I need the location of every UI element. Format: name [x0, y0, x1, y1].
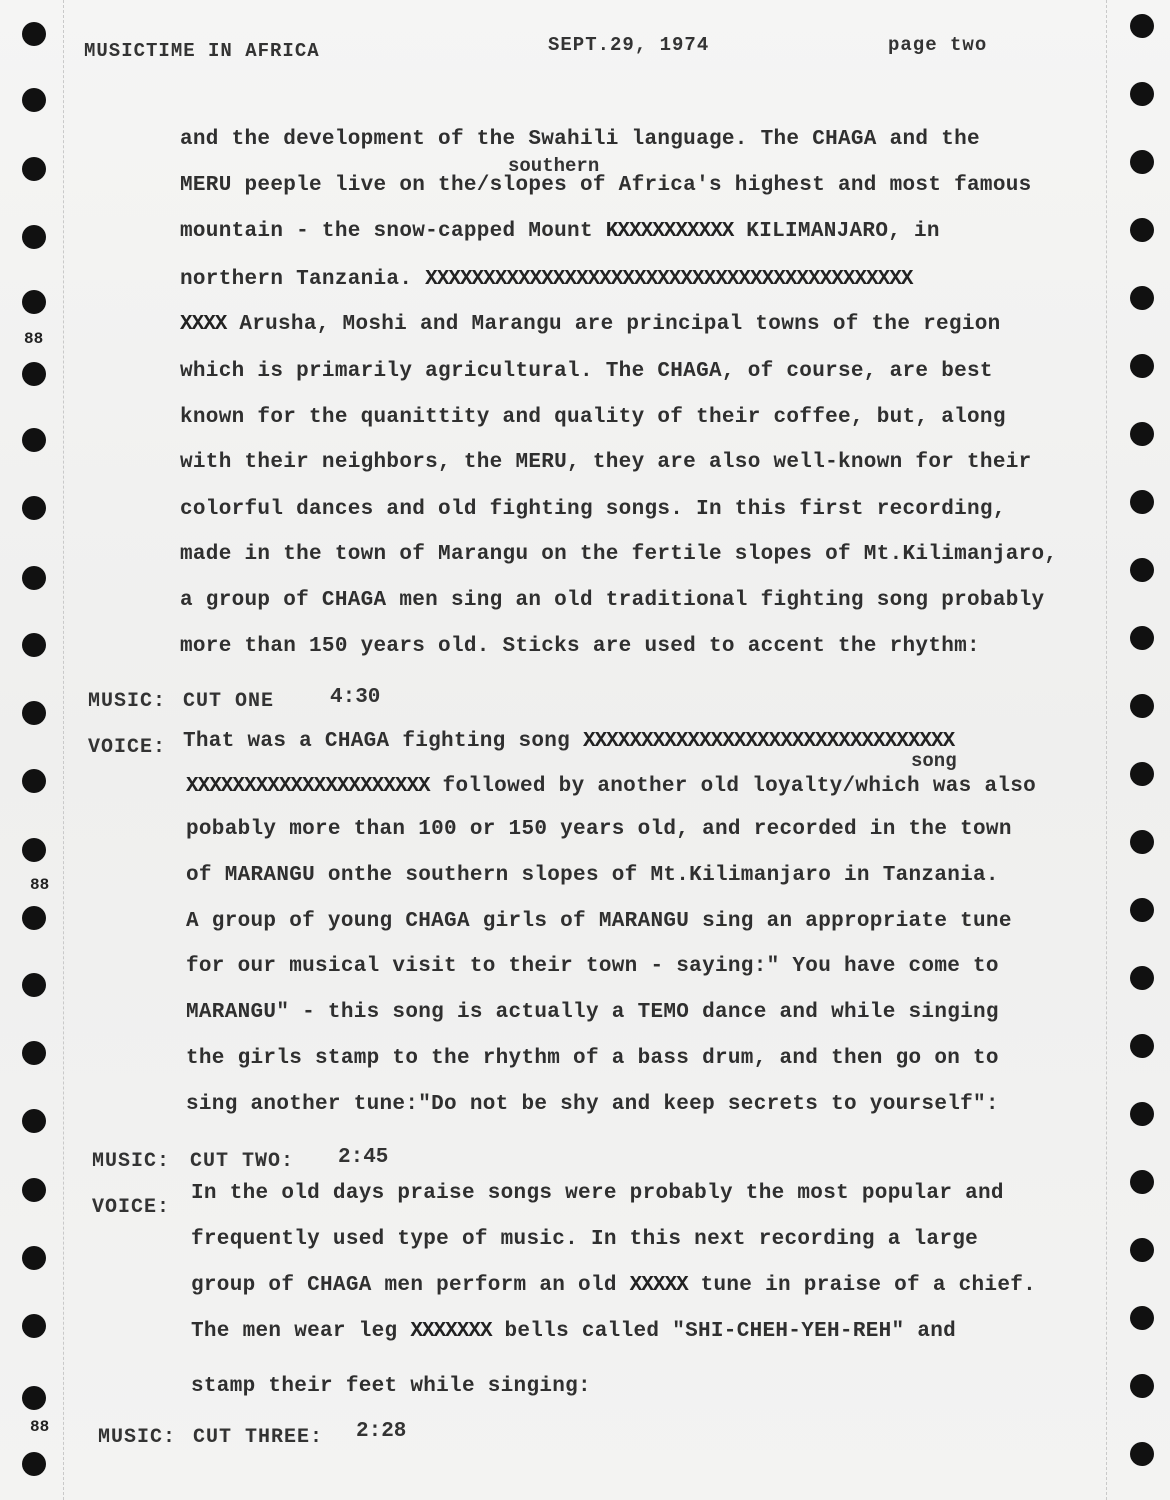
line-text: KILIMANJARO, in: [733, 220, 940, 243]
feed-hole-icon: [1130, 898, 1154, 922]
feed-hole-icon: [22, 1452, 46, 1476]
text-line: [180, 589, 1044, 612]
text-line: [180, 268, 912, 291]
feed-hole-icon: [22, 769, 46, 793]
text-line: [191, 1228, 978, 1251]
music-cue-label: MUSIC:: [98, 1426, 177, 1449]
feed-hole-icon: [1130, 82, 1154, 106]
feed-hole-icon: [22, 1314, 46, 1338]
line-text: group of CHAGA men perform an old: [191, 1274, 630, 1297]
music-cue-label: MUSIC:: [88, 690, 167, 713]
line-text: A group of young CHAGA girls of MARANGU sing an appropriate tune: [186, 910, 1012, 933]
feed-hole-icon: [1130, 490, 1154, 514]
feed-hole-icon: [22, 1109, 46, 1133]
feed-hole-icon: [22, 1041, 46, 1065]
music-cue-text: CUT ONE: [183, 690, 275, 713]
feed-hole-icon: [22, 225, 46, 249]
struck-out-text: XXXXX: [629, 1274, 688, 1297]
line-text: MERU peeple live on the/slopes of Africa's highest and most famous: [180, 174, 1032, 197]
text-line: [180, 360, 993, 383]
margin-mark: 88: [30, 876, 50, 894]
line-text: tune in praise of a chief.: [687, 1274, 1037, 1297]
feed-hole-icon: [1130, 762, 1154, 786]
text-line: [180, 498, 1006, 521]
feed-hole-icon: [22, 428, 46, 452]
text-line: [180, 543, 1057, 566]
music-cue-time: 2:45: [338, 1146, 389, 1169]
line-text: The men wear leg: [191, 1320, 411, 1343]
line-text: pobably more than 100 or 150 years old, and recorded in the town: [186, 818, 1012, 841]
text-line: [186, 910, 1012, 933]
feed-hole-icon: [22, 362, 46, 386]
voice-cue-label: VOICE:: [92, 1196, 171, 1219]
line-text: known for the quanittity and quality of their coffee, but, along: [180, 406, 1006, 429]
line-text: MARANGU" - this song is actually a TEMO dance and while singing: [186, 1001, 999, 1024]
margin-mark: 88: [24, 330, 44, 348]
text-line: [191, 1182, 1004, 1205]
line-text: Arusha, Moshi and Marangu are principal towns of the region: [226, 313, 1001, 336]
line-text: a group of CHAGA men sing an old traditional fighting song probably: [180, 589, 1045, 612]
struck-out-text: XXXXXXXXXXXXXXXXXXXXX: [186, 775, 430, 798]
text-line: [186, 1093, 999, 1116]
line-text: In the old days praise songs were probably the most popular and: [191, 1182, 1004, 1205]
feed-hole-icon: [22, 701, 46, 725]
text-line: [186, 775, 1036, 798]
feed-hole-icon: [1130, 150, 1154, 174]
line-text: which is primarily agricultural. The CHAGA, of course, are best: [180, 360, 993, 383]
feed-hole-icon: [1130, 1306, 1154, 1330]
feed-hole-icon: [1130, 1170, 1154, 1194]
feed-hole-icon: [1130, 1102, 1154, 1126]
voice-cue-label: VOICE:: [88, 736, 167, 759]
feed-hole-icon: [22, 1246, 46, 1270]
music-cue-label: MUSIC:: [92, 1150, 171, 1173]
feed-hole-icon: [22, 157, 46, 181]
feed-hole-icon: [22, 566, 46, 590]
text-line: [186, 1047, 999, 1070]
struck-out-text: XXXX: [180, 313, 227, 336]
feed-hole-icon: [22, 88, 46, 112]
line-text: frequently used type of music. In this next recording a large: [191, 1228, 979, 1251]
music-cue-text: CUT TWO:: [190, 1150, 295, 1173]
line-text: followed by another old loyalty/which was also: [429, 775, 1037, 798]
text-line: [180, 313, 1001, 336]
text-line: [186, 1001, 999, 1024]
right-tractor-feed-strip: [1106, 0, 1170, 1500]
margin-mark: 88: [30, 1418, 50, 1436]
text-line: [180, 451, 1032, 474]
text-line: [186, 955, 999, 978]
line-text: colorful dances and old fighting songs. In this first recording,: [180, 498, 1006, 521]
feed-hole-icon: [22, 1178, 46, 1202]
feed-hole-icon: [22, 290, 46, 314]
line-text: for our musical visit to their town - saying:" You have come to: [186, 955, 999, 978]
text-line: [180, 128, 980, 151]
text-line: [186, 864, 999, 887]
text-line: [180, 220, 940, 243]
feed-hole-icon: [1130, 354, 1154, 378]
line-text: bells called "SHI-CHEH-YEH-REH" and: [491, 1320, 957, 1343]
line-text: stamp their feet while singing:: [191, 1375, 591, 1398]
music-cue-time: 2:28: [356, 1420, 407, 1443]
music-cue-time: 4:30: [330, 686, 381, 709]
feed-hole-icon: [22, 633, 46, 657]
struck-out-text: XXXXXXXXXXXXXXXXXXXXXXXXXXXXXXXX: [582, 730, 955, 753]
line-text: sing another tune:"Do not be shy and keep secrets to yourself":: [186, 1093, 999, 1116]
page-number: page two: [888, 34, 988, 56]
feed-hole-icon: [1130, 1238, 1154, 1262]
feed-hole-icon: [1130, 286, 1154, 310]
text-line: [191, 1320, 956, 1343]
script-date: SEPT.29, 1974: [548, 34, 710, 56]
feed-hole-icon: [22, 496, 46, 520]
struck-out-text: XXXXXXX: [410, 1320, 492, 1343]
feed-hole-icon: [22, 973, 46, 997]
line-text: That was a CHAGA fighting song: [183, 730, 583, 753]
struck-out-text: XXXXXXXXXXXXXXXXXXXXXXXXXXXXXXXXXXXXXXXXXX: [425, 268, 913, 291]
text-line: [180, 174, 1032, 197]
line-text: northern Tanzania.: [180, 268, 426, 291]
music-cue-text: CUT THREE:: [193, 1426, 324, 1449]
inserted-word-southern: southern: [508, 155, 600, 177]
feed-hole-icon: [1130, 218, 1154, 242]
text-line: [186, 818, 1012, 841]
text-line: [191, 1375, 591, 1398]
feed-hole-icon: [22, 1386, 46, 1410]
left-tractor-feed-strip: [0, 0, 64, 1500]
line-text: made in the town of Marangu on the fertile slopes of Mt.Kilimanjaro,: [180, 543, 1058, 566]
line-text: the girls stamp to the rhythm of a bass drum, and then go on to: [186, 1047, 999, 1070]
feed-hole-icon: [22, 906, 46, 930]
struck-out-text: KXXXXXXXXXX: [605, 220, 734, 243]
feed-hole-icon: [22, 838, 46, 862]
feed-hole-icon: [1130, 422, 1154, 446]
feed-hole-icon: [1130, 626, 1154, 650]
feed-hole-icon: [1130, 1034, 1154, 1058]
feed-hole-icon: [1130, 1374, 1154, 1398]
feed-hole-icon: [1130, 694, 1154, 718]
feed-hole-icon: [1130, 966, 1154, 990]
feed-hole-icon: [1130, 558, 1154, 582]
feed-hole-icon: [22, 22, 46, 46]
program-title: MUSICTIME IN AFRICA: [84, 40, 320, 62]
line-text: and the development of the Swahili language. The CHAGA and the: [180, 128, 980, 151]
text-line: [191, 1274, 1036, 1297]
feed-hole-icon: [1130, 830, 1154, 854]
feed-hole-icon: [1130, 14, 1154, 38]
line-text: more than 150 years old. Sticks are used to accent the rhythm:: [180, 635, 980, 658]
text-line: [183, 730, 954, 753]
inserted-word-song: song: [911, 750, 957, 772]
line-text: of MARANGU onthe southern slopes of Mt.Kilimanjaro in Tanzania.: [186, 864, 999, 887]
line-text: with their neighbors, the MERU, they are also well-known for their: [180, 451, 1032, 474]
text-line: [180, 406, 1006, 429]
line-text: mountain - the snow-capped Mount: [180, 220, 606, 243]
feed-hole-icon: [1130, 1442, 1154, 1466]
text-line: [180, 635, 980, 658]
